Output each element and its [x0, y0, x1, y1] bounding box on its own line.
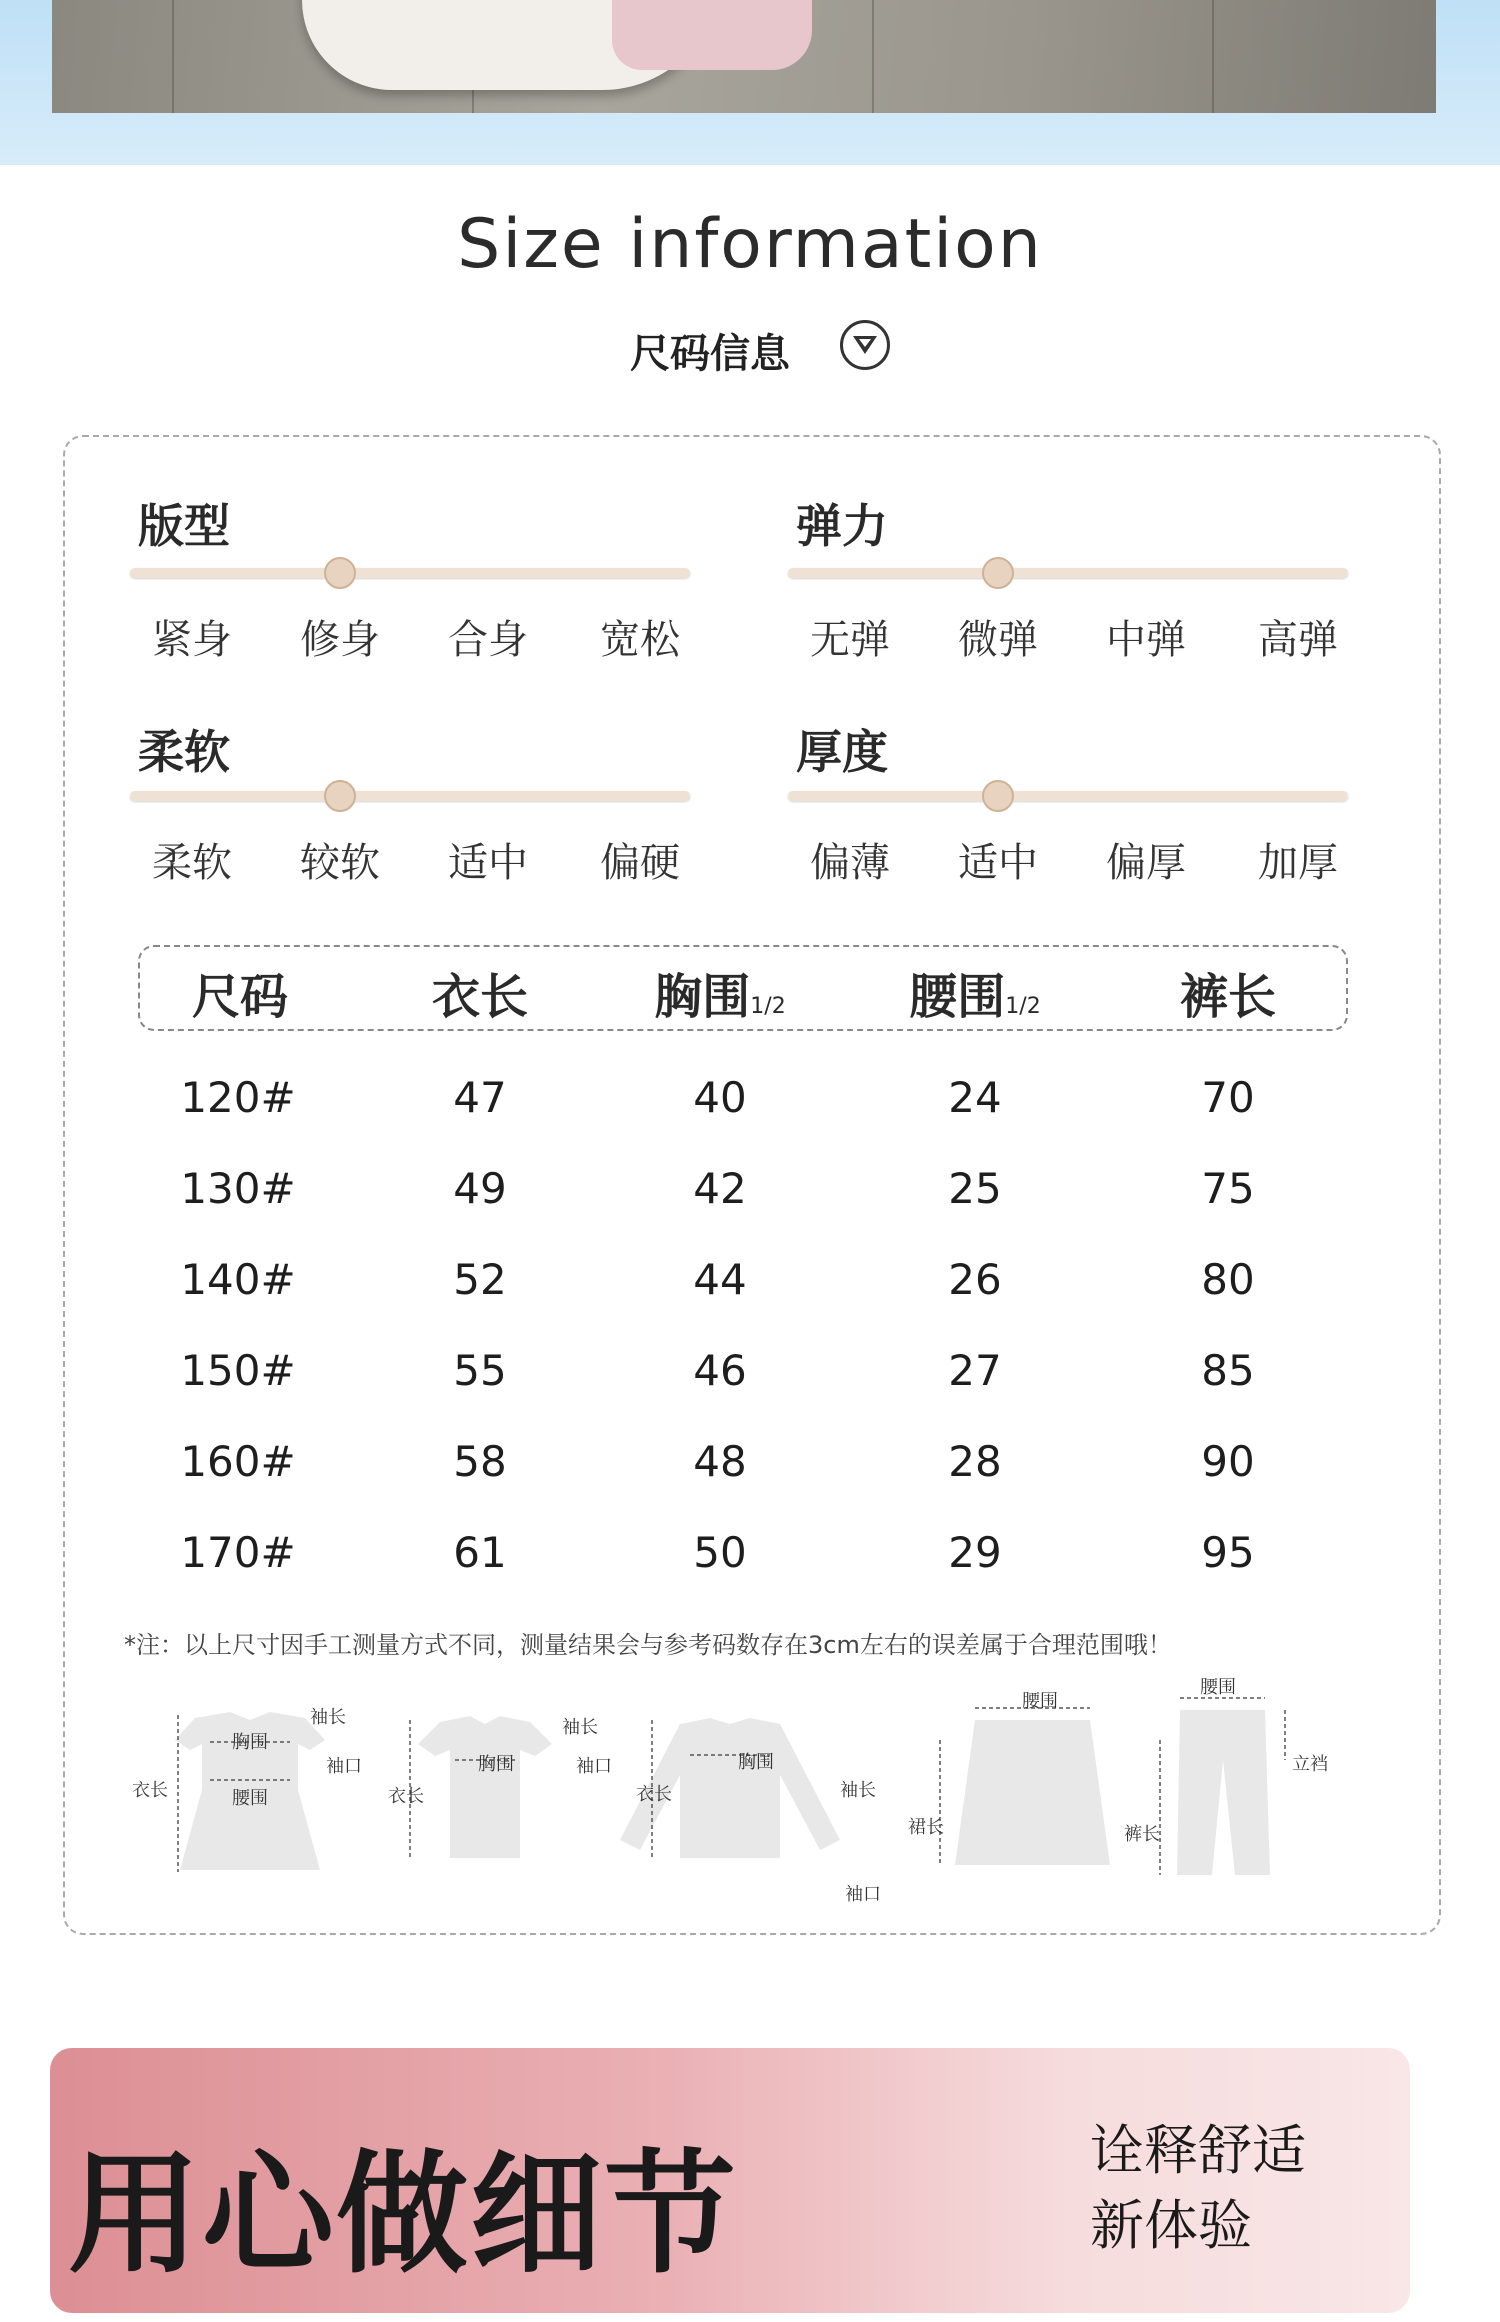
chevron-down-icon: [840, 320, 890, 370]
measure-cell: 47: [453, 1073, 507, 1122]
diagram-label: 袖口: [576, 1756, 612, 1777]
product-photo: [52, 0, 1436, 113]
measure-cell: 49: [453, 1164, 507, 1213]
attr-option: 紧身: [152, 617, 232, 663]
diagram-label: 袖长: [310, 1707, 346, 1728]
measure-cell: 75: [1201, 1164, 1255, 1213]
attr-option: 偏硬: [600, 840, 680, 886]
diagram-label: 袖长: [562, 1717, 598, 1738]
attr-option: 修身: [300, 617, 380, 663]
skirt-shape: [955, 1720, 1110, 1865]
product-photo-band: [0, 0, 1500, 165]
pants-shape: [1177, 1710, 1270, 1875]
size-cell: 120#: [180, 1073, 296, 1122]
attr-knob: [324, 780, 356, 812]
measure-cell: 27: [948, 1346, 1002, 1395]
diagram-label: 裤长: [1124, 1824, 1160, 1845]
attr-knob: [982, 780, 1014, 812]
attr-label: 柔软: [138, 725, 230, 779]
measure-cell: 24: [948, 1073, 1002, 1122]
measure-cell: 70: [1201, 1073, 1255, 1122]
diagram-label: 衣长: [388, 1786, 424, 1807]
size-info-title: Size information: [457, 205, 1043, 284]
measure-cell: 28: [948, 1437, 1002, 1486]
attr-option: 无弹: [810, 617, 890, 663]
half-mark: 1/2: [750, 994, 786, 1019]
diagram-label: 胸围: [478, 1754, 514, 1775]
size-cell: 160#: [180, 1437, 296, 1486]
measure-cell: 55: [453, 1346, 507, 1395]
size-cell: 170#: [180, 1528, 296, 1577]
measure-cell: 26: [948, 1255, 1002, 1304]
measure-cell: 95: [1201, 1528, 1255, 1577]
diagram-label: 袖口: [845, 1884, 881, 1905]
attr-label: 弹力: [796, 499, 888, 553]
garment-diagrams: [120, 1680, 1380, 1910]
attr-option: 适中: [448, 840, 528, 886]
diagram-label: 衣长: [636, 1784, 672, 1805]
attr-knob: [982, 557, 1014, 589]
attr-option: 偏厚: [1106, 840, 1186, 886]
measure-cell: 25: [948, 1164, 1002, 1213]
col-header-size: 尺码: [191, 969, 288, 1025]
col-header-waist: [875, 958, 1075, 1027]
banner-line1: 诠释舒适: [1090, 2119, 1306, 2182]
diagram-label: 腰围: [232, 1788, 268, 1809]
col-header-chest: [620, 958, 820, 1027]
attr-track: [130, 791, 690, 801]
attr-option: 宽松: [600, 617, 680, 663]
col-header-pants-length: 裤长: [1179, 969, 1276, 1025]
tshirt-shape: [418, 1716, 552, 1858]
attr-option: 合身: [448, 617, 528, 663]
attr-option: 高弹: [1258, 617, 1338, 663]
attr-option: 偏薄: [810, 840, 890, 886]
attr-option: 柔软: [152, 840, 232, 886]
diagram-label: 胸围: [232, 1732, 268, 1753]
diagram-label: 胸围: [738, 1752, 774, 1773]
attr-option: 微弹: [958, 617, 1038, 663]
attr-option: 较软: [300, 840, 380, 886]
attr-knob: [324, 557, 356, 589]
measure-cell: 80: [1201, 1255, 1255, 1304]
diagram-label: 腰围: [1200, 1677, 1236, 1698]
diagram-label: 袖长: [840, 1780, 876, 1801]
attr-option: 中弹: [1106, 617, 1186, 663]
diagram-label: 裙长: [908, 1817, 944, 1838]
measure-cell: 61: [453, 1528, 507, 1577]
measure-cell: 52: [453, 1255, 507, 1304]
banner-line2: 新体验: [1090, 2194, 1252, 2257]
size-cell: 130#: [180, 1164, 296, 1213]
measure-cell: 85: [1201, 1346, 1255, 1395]
measure-cell: 44: [693, 1255, 747, 1304]
measure-cell: 90: [1201, 1437, 1255, 1486]
measurement-note: *注：以上尺寸因手工测量方式不同，测量结果会与参考码数存在3cm左右的误差属于合理范围哦！: [124, 1631, 1172, 1659]
diagram-label: 腰围: [1022, 1691, 1058, 1712]
measure-cell: 48: [693, 1437, 747, 1486]
measure-cell: 40: [693, 1073, 747, 1122]
diagram-label: 衣长: [132, 1780, 168, 1801]
diagram-label: 袖口: [326, 1756, 362, 1777]
banner-headline: 用心做细节: [68, 2138, 738, 2292]
attr-option: 加厚: [1258, 840, 1338, 886]
measure-cell: 46: [693, 1346, 747, 1395]
size-cell: 140#: [180, 1255, 296, 1304]
pink-pants-image: [612, 0, 812, 70]
col-header-waist-label: 腰围: [909, 969, 1006, 1025]
measure-cell: 42: [693, 1164, 747, 1213]
measure-cell: 50: [693, 1528, 747, 1577]
attr-option: 适中: [958, 840, 1038, 886]
half-mark: 1/2: [1005, 994, 1041, 1019]
diagram-label: 立裆: [1292, 1754, 1328, 1775]
attr-label: 厚度: [796, 725, 888, 779]
attr-track: [788, 568, 1348, 578]
attr-label: 版型: [138, 499, 230, 553]
measure-cell: 58: [453, 1437, 507, 1486]
detail-banner: [50, 2048, 1410, 2313]
size-info-subtitle: 尺码信息: [630, 331, 790, 377]
measure-cell: 29: [948, 1528, 1002, 1577]
attr-track: [130, 568, 690, 578]
col-header-chest-label: 胸围: [654, 969, 751, 1025]
size-cell: 150#: [180, 1346, 296, 1395]
attr-track: [788, 791, 1348, 801]
col-header-length: 衣长: [431, 969, 528, 1025]
